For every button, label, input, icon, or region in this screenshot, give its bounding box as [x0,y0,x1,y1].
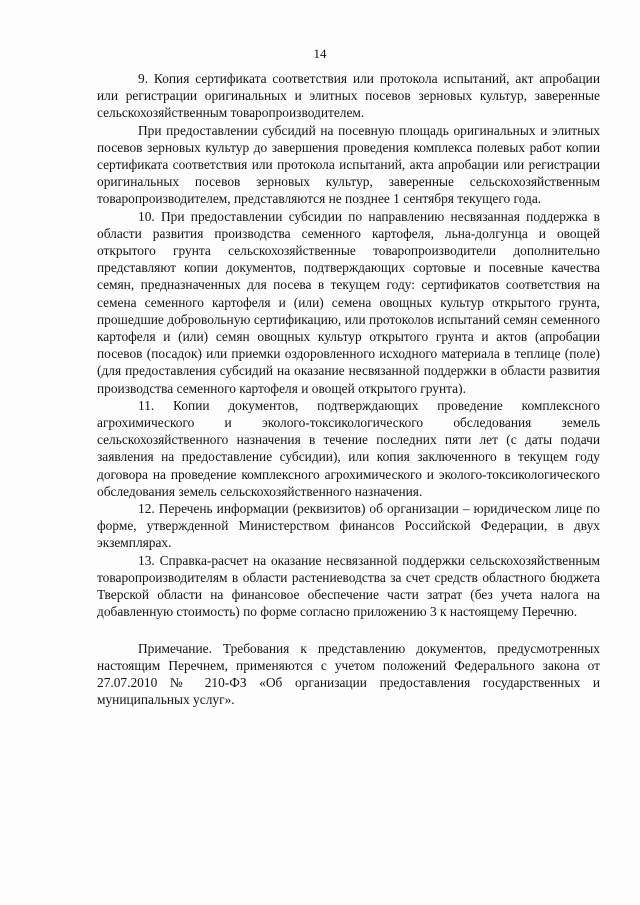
paragraph-item-13: 13. Справка-расчет на оказание несвязанной поддержки сельскохозяйственным товаропроизводителям в области растениеводства за счет средств областного бюджета Тверской области на финансовое обеспечение части затрат (без учета налога на добавленную стоимость) по форме согласно приложению 3 к настоящему Перечню. [97,552,600,620]
paragraph-item-11: 11. Копии документов, подтверждающих проведение комплексного агрохимического и эколого-токсикологического обследования земель сельскохозяйственного назначения в течение последних пяти лет (с даты подачи заявления на предоставление субсидии), или копия заключенного в текущем году договора на проведение комплексного агрохимического и эколого-токсикологического обследования земель сельскохозяйственного назначения. [97,397,600,499]
document-body [97,70,600,708]
paragraph-item-9-submission-note: При предоставлении субсидий на посевную площадь оригинальных и элитных посевов зерновых культур до завершения проведения комплекса полевых работ копии сертификата соответствия или протокола испытаний, акта апробации или регистрации оригинальных посевов зерновых культур, заверенные сельскохозяйственным товаропроизводителем, представляются не позднее 1 сентября текущего года. [97,122,600,207]
paragraph-item-9: 9. Копия сертификата соответствия или протокола испытаний, акт апробации или регистрации оригинальных и элитных посевов зерновых культур, заверенные сельскохозяйственным товаропроизводителем. [97,71,600,121]
page-number: 14 [313,46,327,61]
paragraph-item-10: 10. При предоставлении субсидии по направлению несвязанная поддержка в области развития производства семенного картофеля, льна-долгунца и овощей открытого грунта сельскохозяйственные товаропроизводители дополнительно представляют копии документов, подтверждающих сортовые и посевные качества семян, предназначенных для посева в текущем году: сертификатов соответствия на семена семенного картофеля и (или) семена овощных культур открытого грунта, прошедшие добровольную сертификацию, или протоколов испытаний семян семенного картофеля и (или) семян овощных культур открытого грунта и актов (апробации посевов (посадок) или приемки оздоровленного исходного материала в теплице (поле) (для предоставления субсидий на оказание несвязанной поддержки в области развития производства семенного картофеля и овощей открытого грунта). [97,208,600,396]
note-paragraph: Примечание. Требования к представлению документов, предусмотренных настоящим Перечнем, применяются с учетом положений Федерального закона от 27.07.2010 № 210-ФЗ «Об организации предоставления государственных и муниципальных услуг». [97,640,600,708]
paragraph-item-12: 12. Перечень информации (реквизитов) об организации – юридическом лице по форме, утвержденной Министерством финансов Российской Федерации, в двух экземплярах. [97,501,600,551]
